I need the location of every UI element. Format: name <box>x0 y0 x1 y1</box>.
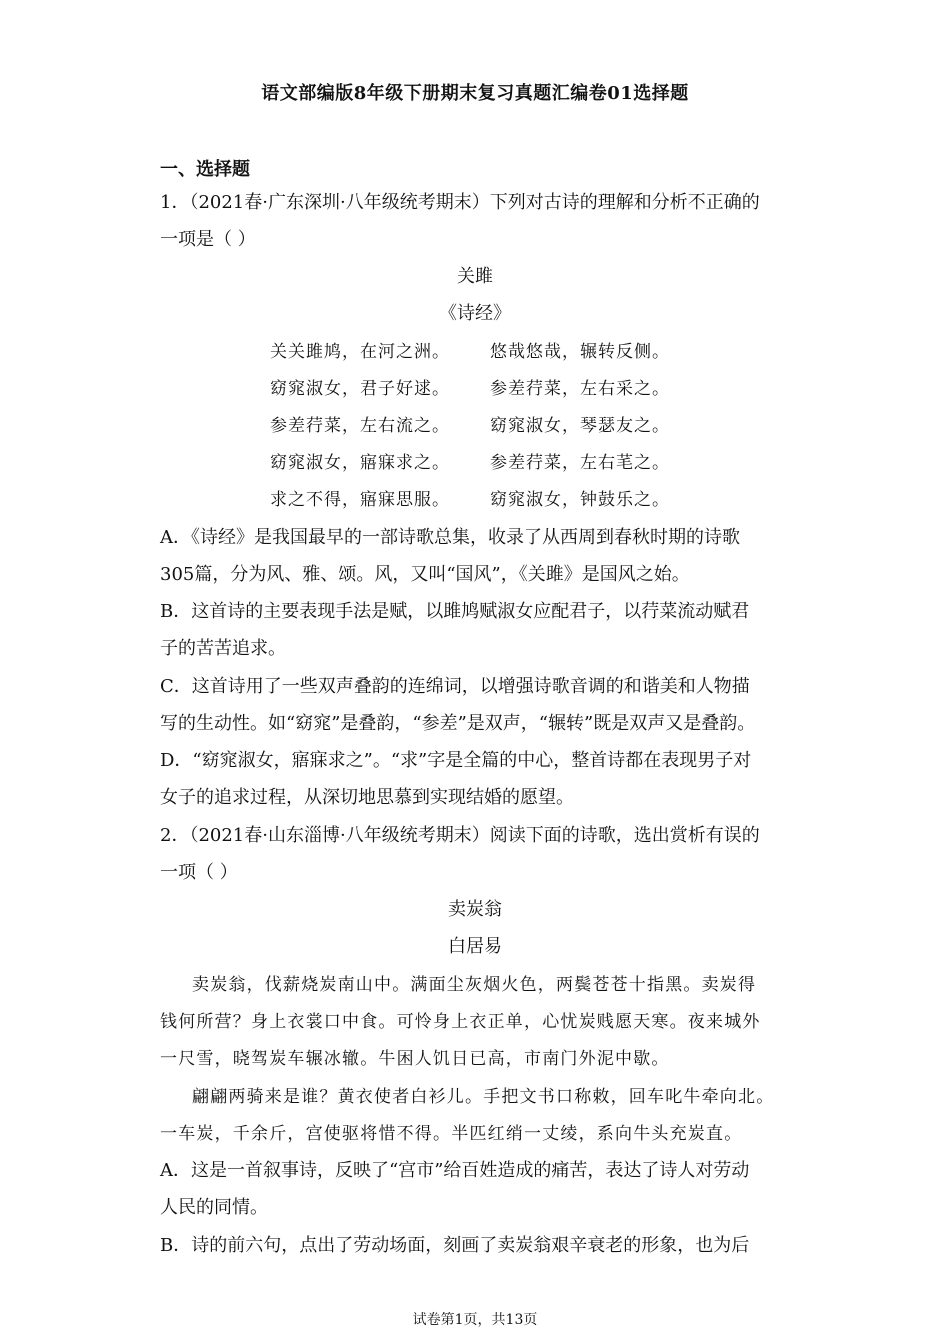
q2-option-b-line-1: B．诗的前六句，点出了劳动场面，刻画了卖炭翁艰辛衰老的形象，也为后 <box>160 1235 750 1256</box>
q1-option-d-line-2: 女子的追求过程，从深切地思慕到实现结婚的愿望。 <box>160 787 574 808</box>
q1-poem-source: 《诗经》 <box>439 303 511 324</box>
page-footer: 试卷第1页，共13页 <box>412 1312 538 1328</box>
q1-option-b-line-1: B．这首诗的主要表现手法是赋，以雎鸠赋淑女应配君子，以荇菜流动赋君 <box>160 601 750 622</box>
q2-option-a-line-2: 人民的同情。 <box>160 1197 268 1218</box>
section-heading: 一、选择题 <box>160 159 250 180</box>
q1-option-c-line-1: C．这首诗用了一些双声叠韵的连绵词，以增强诗歌音调的和谐美和人物描 <box>160 676 750 697</box>
q1-poem-row-4-left: 窈窕淑女，寤寐求之。 <box>270 453 450 473</box>
q1-poem-row-1-left: 关关雎鸠，在河之洲。 <box>270 342 450 362</box>
q1-option-a-line-1: A．《诗经》是我国最早的一部诗歌总集，收录了从西周到春秋时期的诗歌 <box>160 527 740 548</box>
q2-poem-title: 卖炭翁 <box>448 899 502 920</box>
q1-stem-line-1: 1．（2021春·广东深圳·八年级统考期末）下列对古诗的理解和分析不正确的 <box>160 192 760 213</box>
q2-option-a-line-1: A．这是一首叙事诗，反映了“宫市”给百姓造成的痛苦，表达了诗人对劳动 <box>160 1160 750 1181</box>
q1-stem-line-2: 一项是（ ） <box>160 229 256 250</box>
q1-poem-row-2-left: 窈窕淑女，君子好逑。 <box>270 379 450 399</box>
q1-poem-row-3-left: 参差荇菜，左右流之。 <box>270 416 450 436</box>
q1-option-b-line-2: 子的苦苦追求。 <box>160 638 286 659</box>
q2-poem-para-1-line-3: 一尺雪，晓驾炭车辗冰辙。牛困人饥日已高，市南门外泥中歇。 <box>160 1049 670 1069</box>
q1-poem-title: 关雎 <box>457 266 493 287</box>
q2-poem-para-2-line-2: 一车炭，千余斤，宫使驱将惜不得。半匹红绡一丈绫，系向牛头充炭直。 <box>160 1124 743 1144</box>
q2-poem-author: 白居易 <box>448 936 502 957</box>
page-title: 语文部编版8年级下册期末复习真题汇编卷01选择题 <box>261 83 689 104</box>
q1-option-d-line-1: D．“窈窕淑女，寤寐求之”。“求”字是全篇的中心，整首诗都在表现男子对 <box>160 750 752 771</box>
q1-option-a-line-2: 305篇，分为风、雅、颂。风，又叫“国风”，《关雎》是国风之始。 <box>160 564 690 585</box>
q1-poem-row-2-right: 参差荇菜，左右采之。 <box>490 379 670 399</box>
q1-poem-row-1-right: 悠哉悠哉，辗转反侧。 <box>490 342 670 362</box>
q2-poem-para-2-line-1: 翩翩两骑来是谁？黄衣使者白衫儿。手把文书口称敕，回车叱牛牵向北。 <box>192 1087 775 1107</box>
q2-stem-line-2: 一项（ ） <box>160 862 238 883</box>
q2-poem-para-1-line-2: 钱何所营？身上衣裳口中食。可怜身上衣正单，心忧炭贱愿天寒。夜来城外 <box>160 1012 761 1032</box>
q1-poem-row-4-right: 参差荇菜，左右芼之。 <box>490 453 670 473</box>
q1-option-c-line-2: 写的生动性。如“窈窕”是叠韵，“参差”是双声，“辗转”既是双声又是叠韵。 <box>160 713 756 734</box>
q1-poem-row-3-right: 窈窕淑女，琴瑟友之。 <box>490 416 670 436</box>
q1-poem-row-5-left: 求之不得，寤寐思服。 <box>270 490 450 510</box>
q2-poem-para-1-line-1: 卖炭翁，伐薪烧炭南山中。满面尘灰烟火色，两鬓苍苍十指黑。卖炭得 <box>192 975 757 995</box>
q2-stem-line-1: 2．（2021春·山东淄博·八年级统考期末）阅读下面的诗歌，选出赏析有误的 <box>160 825 760 846</box>
q1-poem-row-5-right: 窈窕淑女，钟鼓乐之。 <box>490 490 670 510</box>
